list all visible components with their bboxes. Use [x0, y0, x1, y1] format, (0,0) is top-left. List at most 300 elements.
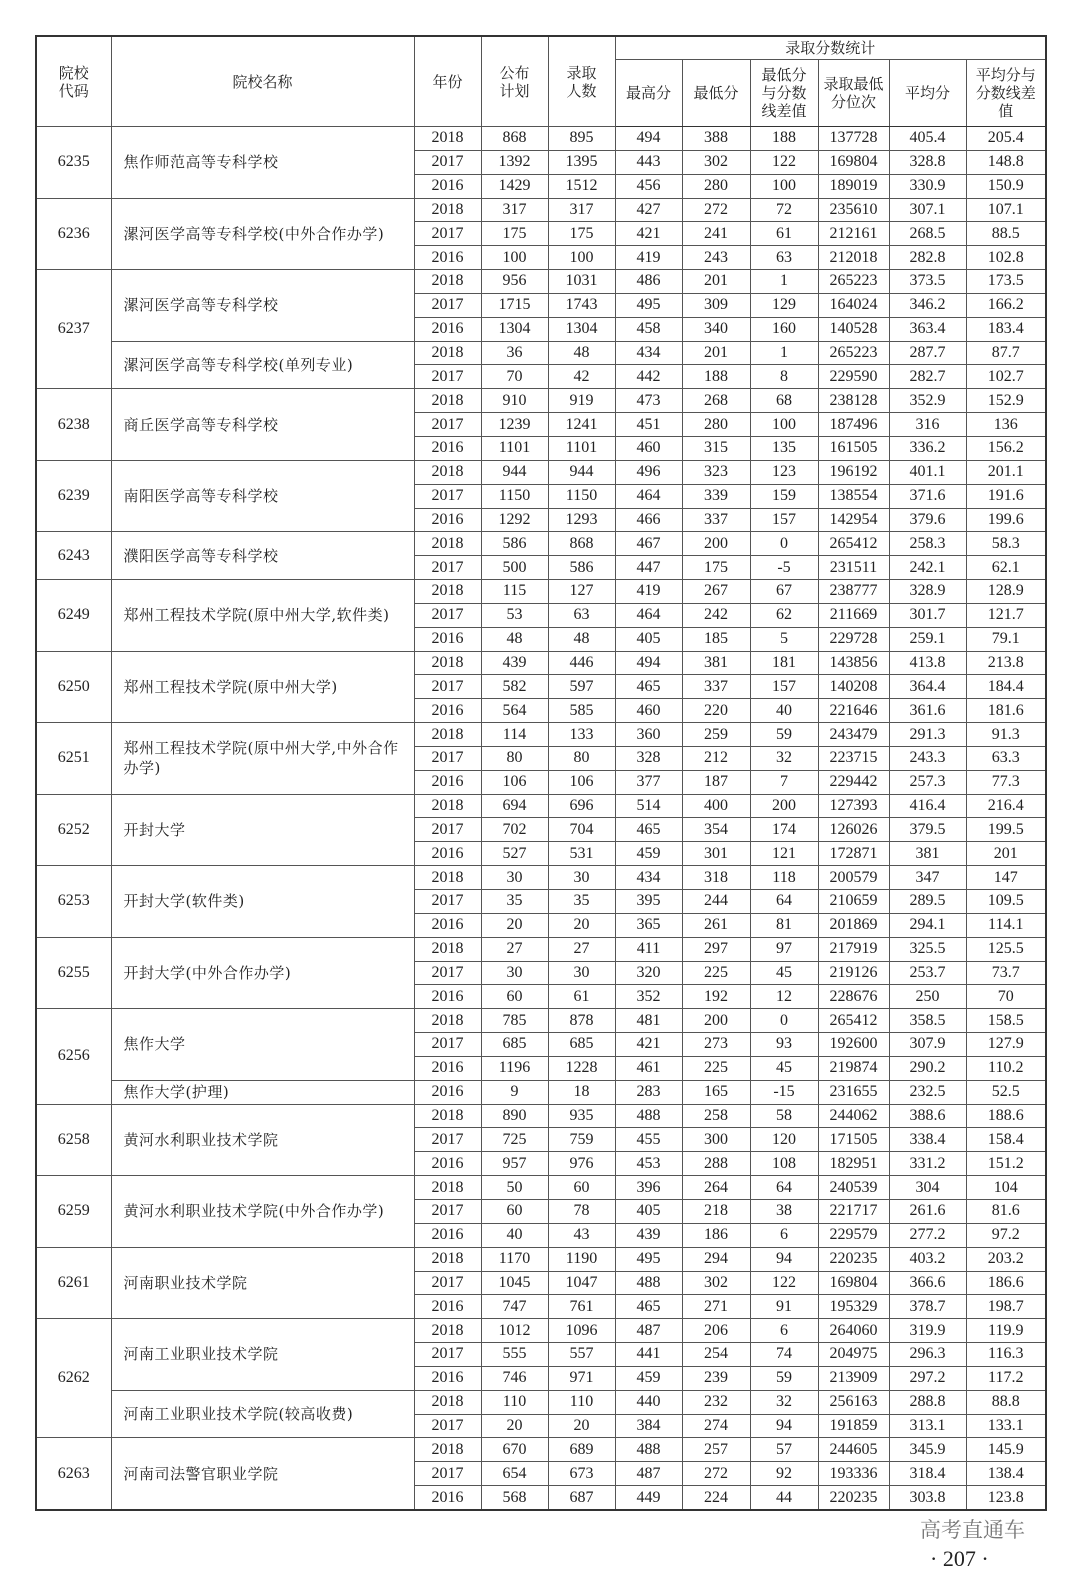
header-score-stats: 录取分数统计	[615, 36, 1046, 60]
cell-year: 2017	[414, 1271, 481, 1295]
cell-max-score: 377	[615, 770, 682, 794]
cell-admitted: 63	[548, 603, 615, 627]
school-code: 6236	[36, 198, 111, 270]
cell-min-diff: 122	[750, 1271, 818, 1295]
school-name: 焦作大学(护理)	[111, 1080, 414, 1104]
cell-plan: 586	[481, 532, 548, 556]
cell-min-diff: 61	[750, 222, 818, 246]
cell-min-diff: 72	[750, 198, 818, 222]
school-code: 6239	[36, 460, 111, 532]
cell-max-score: 421	[615, 222, 682, 246]
cell-min-score: 337	[682, 675, 750, 699]
cell-min-score: 294	[682, 1247, 750, 1271]
cell-year: 2018	[414, 1319, 481, 1343]
cell-max-score: 488	[615, 1104, 682, 1128]
cell-avg-score: 388.6	[889, 1104, 966, 1128]
cell-year: 2017	[414, 603, 481, 627]
cell-max-score: 456	[615, 174, 682, 198]
cell-avg-score: 338.4	[889, 1128, 966, 1152]
cell-year: 2017	[414, 150, 481, 174]
cell-max-score: 495	[615, 293, 682, 317]
school-code: 6258	[36, 1104, 111, 1176]
cell-max-score: 461	[615, 1056, 682, 1080]
header-min-diff: 最低分与分数线差值	[750, 60, 818, 127]
cell-min-rank: 229728	[818, 627, 889, 651]
table-row	[36, 1009, 1046, 1033]
cell-avg-diff: 91.3	[966, 723, 1046, 747]
cell-year: 2017	[414, 484, 481, 508]
cell-max-score: 495	[615, 1247, 682, 1271]
cell-avg-diff: 104	[966, 1176, 1046, 1200]
cell-max-score: 481	[615, 1009, 682, 1033]
cell-avg-score: 307.1	[889, 198, 966, 222]
cell-min-rank: 265412	[818, 532, 889, 556]
cell-admitted: 61	[548, 985, 615, 1009]
cell-avg-diff: 127.9	[966, 1033, 1046, 1057]
cell-admitted: 557	[548, 1343, 615, 1367]
cell-min-rank: 220235	[818, 1247, 889, 1271]
school-code: 6250	[36, 651, 111, 723]
cell-min-score: 271	[682, 1295, 750, 1319]
cell-min-score: 206	[682, 1319, 750, 1343]
cell-min-score: 201	[682, 270, 750, 294]
cell-avg-diff: 79.1	[966, 627, 1046, 651]
cell-avg-score: 352.9	[889, 389, 966, 413]
cell-min-score: 274	[682, 1414, 750, 1438]
cell-year: 2016	[414, 246, 481, 270]
cell-min-score: 254	[682, 1343, 750, 1367]
table-row	[36, 1176, 1046, 1200]
cell-plan: 500	[481, 556, 548, 580]
cell-admitted: 106	[548, 770, 615, 794]
cell-year: 2018	[414, 794, 481, 818]
cell-admitted: 1047	[548, 1271, 615, 1295]
cell-avg-diff: 102.8	[966, 246, 1046, 270]
cell-plan: 725	[481, 1128, 548, 1152]
cell-min-rank: 238128	[818, 389, 889, 413]
cell-min-rank: 229590	[818, 365, 889, 389]
cell-avg-score: 381	[889, 842, 966, 866]
cell-max-score: 488	[615, 1271, 682, 1295]
cell-admitted: 531	[548, 842, 615, 866]
cell-plan: 60	[481, 1199, 548, 1223]
cell-year: 2018	[414, 580, 481, 604]
cell-min-diff: 45	[750, 1056, 818, 1080]
table-row	[36, 198, 1046, 222]
cell-plan: 317	[481, 198, 548, 222]
cell-avg-score: 330.9	[889, 174, 966, 198]
cell-plan: 1170	[481, 1247, 548, 1271]
cell-avg-diff: 97.2	[966, 1223, 1046, 1247]
cell-admitted: 1743	[548, 293, 615, 317]
cell-min-diff: 8	[750, 365, 818, 389]
school-code: 6263	[36, 1438, 111, 1510]
cell-plan: 568	[481, 1486, 548, 1510]
cell-min-diff: 40	[750, 699, 818, 723]
cell-avg-score: 379.6	[889, 508, 966, 532]
page-number: · 207 ·	[930, 1546, 989, 1571]
cell-min-score: 297	[682, 937, 750, 961]
cell-max-score: 458	[615, 317, 682, 341]
cell-plan: 439	[481, 651, 548, 675]
cell-admitted: 704	[548, 818, 615, 842]
school-name: 郑州工程技术学院(原中州大学,软件类)	[111, 580, 414, 652]
cell-min-score: 264	[682, 1176, 750, 1200]
cell-avg-diff: 114.1	[966, 913, 1046, 937]
school-name: 焦作师范高等专科学校	[111, 127, 414, 199]
school-name: 焦作大学	[111, 1009, 414, 1081]
cell-min-score: 225	[682, 961, 750, 985]
school-name: 漯河医学高等专科学校	[111, 270, 414, 342]
cell-min-score: 280	[682, 174, 750, 198]
cell-year: 2017	[414, 961, 481, 985]
cell-avg-score: 301.7	[889, 603, 966, 627]
cell-min-score: 165	[682, 1080, 750, 1104]
header-year: 年份	[414, 36, 481, 127]
cell-avg-score: 232.5	[889, 1080, 966, 1104]
cell-year: 2017	[414, 1199, 481, 1223]
cell-min-diff: 38	[750, 1199, 818, 1223]
cell-admitted: 27	[548, 937, 615, 961]
cell-min-diff: 12	[750, 985, 818, 1009]
cell-avg-score: 358.5	[889, 1009, 966, 1033]
cell-avg-diff: 121.7	[966, 603, 1046, 627]
cell-min-rank: 265412	[818, 1009, 889, 1033]
cell-min-score: 267	[682, 580, 750, 604]
cell-min-score: 244	[682, 890, 750, 914]
cell-plan: 80	[481, 746, 548, 770]
cell-min-score: 258	[682, 1104, 750, 1128]
cell-year: 2016	[414, 317, 481, 341]
cell-min-rank: 142954	[818, 508, 889, 532]
cell-min-score: 354	[682, 818, 750, 842]
cell-avg-diff: 88.8	[966, 1390, 1046, 1414]
cell-min-score: 268	[682, 389, 750, 413]
cell-avg-diff: 152.9	[966, 389, 1046, 413]
cell-admitted: 1150	[548, 484, 615, 508]
cell-avg-diff: 148.8	[966, 150, 1046, 174]
cell-year: 2018	[414, 651, 481, 675]
cell-min-diff: 157	[750, 508, 818, 532]
cell-avg-score: 345.9	[889, 1438, 966, 1462]
cell-min-diff: 129	[750, 293, 818, 317]
cell-max-score: 486	[615, 270, 682, 294]
table-row	[36, 460, 1046, 484]
cell-avg-diff: 133.1	[966, 1414, 1046, 1438]
cell-min-diff: 93	[750, 1033, 818, 1057]
cell-avg-score: 405.4	[889, 127, 966, 151]
cell-min-diff: 6	[750, 1319, 818, 1343]
cell-min-score: 381	[682, 651, 750, 675]
cell-min-score: 192	[682, 985, 750, 1009]
cell-min-rank: 189019	[818, 174, 889, 198]
cell-admitted: 1101	[548, 436, 615, 460]
header-code: 院校代码	[36, 36, 111, 127]
cell-min-score: 400	[682, 794, 750, 818]
cell-min-diff: -15	[750, 1080, 818, 1104]
cell-min-rank: 191859	[818, 1414, 889, 1438]
school-name: 郑州工程技术学院(原中州大学,中外合作办学)	[111, 723, 414, 795]
cell-min-rank: 264060	[818, 1319, 889, 1343]
cell-min-score: 243	[682, 246, 750, 270]
cell-min-score: 318	[682, 866, 750, 890]
cell-min-score: 280	[682, 413, 750, 437]
header-name: 院校名称	[111, 36, 414, 127]
cell-plan: 20	[481, 913, 548, 937]
school-name: 黄河水利职业技术学院(中外合作办学)	[111, 1176, 414, 1248]
cell-avg-score: 318.4	[889, 1462, 966, 1486]
cell-avg-score: 316	[889, 413, 966, 437]
cell-avg-score: 319.9	[889, 1319, 966, 1343]
school-name: 河南司法警官职业学院	[111, 1438, 414, 1510]
cell-avg-diff: 188.6	[966, 1104, 1046, 1128]
cell-avg-diff: 213.8	[966, 651, 1046, 675]
cell-min-score: 175	[682, 556, 750, 580]
cell-avg-diff: 128.9	[966, 580, 1046, 604]
cell-avg-score: 290.2	[889, 1056, 966, 1080]
cell-admitted: 317	[548, 198, 615, 222]
cell-avg-diff: 151.2	[966, 1152, 1046, 1176]
cell-avg-diff: 58.3	[966, 532, 1046, 556]
cell-min-score: 315	[682, 436, 750, 460]
cell-max-score: 514	[615, 794, 682, 818]
school-code: 6243	[36, 532, 111, 580]
cell-min-diff: 200	[750, 794, 818, 818]
school-name: 濮阳医学高等专科学校	[111, 532, 414, 580]
cell-avg-score: 416.4	[889, 794, 966, 818]
cell-year: 2017	[414, 1033, 481, 1057]
cell-avg-score: 303.8	[889, 1486, 966, 1510]
cell-avg-score: 373.5	[889, 270, 966, 294]
cell-max-score: 459	[615, 842, 682, 866]
cell-max-score: 421	[615, 1033, 682, 1057]
cell-max-score: 447	[615, 556, 682, 580]
cell-avg-score: 336.2	[889, 436, 966, 460]
cell-admitted: 127	[548, 580, 615, 604]
cell-max-score: 467	[615, 532, 682, 556]
cell-max-score: 487	[615, 1462, 682, 1486]
school-name: 南阳医学高等专科学校	[111, 460, 414, 532]
cell-min-diff: 122	[750, 150, 818, 174]
cell-admitted: 446	[548, 651, 615, 675]
cell-min-rank: 219126	[818, 961, 889, 985]
cell-min-score: 272	[682, 198, 750, 222]
cell-avg-score: 413.8	[889, 651, 966, 675]
cell-admitted: 944	[548, 460, 615, 484]
cell-avg-diff: 87.7	[966, 341, 1046, 365]
cell-max-score: 328	[615, 746, 682, 770]
school-name: 开封大学(软件类)	[111, 866, 414, 938]
school-code: 6261	[36, 1247, 111, 1319]
cell-admitted: 685	[548, 1033, 615, 1057]
cell-min-rank: 243479	[818, 723, 889, 747]
cell-min-diff: 81	[750, 913, 818, 937]
cell-year: 2018	[414, 127, 481, 151]
cell-min-diff: 94	[750, 1414, 818, 1438]
cell-max-score: 464	[615, 603, 682, 627]
cell-plan: 890	[481, 1104, 548, 1128]
school-name: 河南职业技术学院	[111, 1247, 414, 1319]
cell-plan: 100	[481, 246, 548, 270]
cell-avg-diff: 198.7	[966, 1295, 1046, 1319]
cell-min-rank: 137728	[818, 127, 889, 151]
cell-avg-diff: 62.1	[966, 556, 1046, 580]
cell-min-diff: 5	[750, 627, 818, 651]
cell-min-rank: 231655	[818, 1080, 889, 1104]
cell-admitted: 759	[548, 1128, 615, 1152]
cell-min-score: 302	[682, 150, 750, 174]
cell-avg-diff: 145.9	[966, 1438, 1046, 1462]
cell-min-diff: 6	[750, 1223, 818, 1247]
cell-min-rank: 171505	[818, 1128, 889, 1152]
school-name: 商丘医学高等专科学校	[111, 389, 414, 461]
cell-min-diff: 160	[750, 317, 818, 341]
school-code: 6252	[36, 794, 111, 866]
cell-avg-diff: 70	[966, 985, 1046, 1009]
table-row	[36, 1390, 1046, 1414]
cell-plan: 50	[481, 1176, 548, 1200]
cell-year: 2016	[414, 985, 481, 1009]
cell-year: 2017	[414, 890, 481, 914]
cell-max-score: 455	[615, 1128, 682, 1152]
table-row	[36, 1104, 1046, 1128]
cell-plan: 110	[481, 1390, 548, 1414]
cell-year: 2017	[414, 365, 481, 389]
cell-avg-diff: 125.5	[966, 937, 1046, 961]
cell-min-score: 337	[682, 508, 750, 532]
cell-year: 2018	[414, 341, 481, 365]
cell-max-score: 473	[615, 389, 682, 413]
cell-avg-score: 346.2	[889, 293, 966, 317]
cell-plan: 1715	[481, 293, 548, 317]
cell-min-diff: 59	[750, 723, 818, 747]
cell-admitted: 868	[548, 532, 615, 556]
cell-max-score: 442	[615, 365, 682, 389]
cell-min-diff: 108	[750, 1152, 818, 1176]
cell-max-score: 411	[615, 937, 682, 961]
cell-max-score: 320	[615, 961, 682, 985]
cell-min-rank: 229579	[818, 1223, 889, 1247]
school-name: 开封大学	[111, 794, 414, 866]
cell-avg-diff: 138.4	[966, 1462, 1046, 1486]
cell-admitted: 761	[548, 1295, 615, 1319]
cell-min-rank: 126026	[818, 818, 889, 842]
cell-plan: 106	[481, 770, 548, 794]
cell-min-score: 288	[682, 1152, 750, 1176]
cell-min-diff: 159	[750, 484, 818, 508]
cell-min-diff: 100	[750, 174, 818, 198]
school-name: 漯河医学高等专科学校(中外合作办学)	[111, 198, 414, 270]
school-code: 6249	[36, 580, 111, 652]
cell-avg-score: 366.6	[889, 1271, 966, 1295]
cell-year: 2018	[414, 532, 481, 556]
cell-plan: 36	[481, 341, 548, 365]
cell-avg-score: 307.9	[889, 1033, 966, 1057]
cell-plan: 694	[481, 794, 548, 818]
table-row	[36, 1438, 1046, 1462]
cell-max-score: 283	[615, 1080, 682, 1104]
cell-admitted: 78	[548, 1199, 615, 1223]
cell-min-score: 220	[682, 699, 750, 723]
cell-admitted: 20	[548, 913, 615, 937]
cell-min-rank: 213909	[818, 1366, 889, 1390]
school-code: 6235	[36, 127, 111, 199]
cell-min-diff: 58	[750, 1104, 818, 1128]
cell-min-diff: 0	[750, 532, 818, 556]
cell-min-score: 185	[682, 627, 750, 651]
cell-avg-diff: 150.9	[966, 174, 1046, 198]
cell-admitted: 935	[548, 1104, 615, 1128]
cell-avg-diff: 216.4	[966, 794, 1046, 818]
cell-avg-score: 363.4	[889, 317, 966, 341]
cell-min-diff: 74	[750, 1343, 818, 1367]
cell-year: 2017	[414, 1462, 481, 1486]
cell-min-diff: 181	[750, 651, 818, 675]
cell-min-rank: 256163	[818, 1390, 889, 1414]
cell-min-score: 273	[682, 1033, 750, 1057]
cell-year: 2017	[414, 1343, 481, 1367]
cell-avg-diff: 117.2	[966, 1366, 1046, 1390]
cell-min-rank: 182951	[818, 1152, 889, 1176]
table-row	[36, 270, 1046, 294]
school-code: 6259	[36, 1176, 111, 1248]
cell-max-score: 459	[615, 1366, 682, 1390]
cell-min-diff: 174	[750, 818, 818, 842]
cell-min-rank: 161505	[818, 436, 889, 460]
cell-avg-diff: 81.6	[966, 1199, 1046, 1223]
cell-avg-score: 364.4	[889, 675, 966, 699]
cell-avg-score: 258.3	[889, 532, 966, 556]
cell-year: 2017	[414, 1414, 481, 1438]
cell-min-diff: 121	[750, 842, 818, 866]
cell-plan: 582	[481, 675, 548, 699]
header-admitted: 录取人数	[548, 36, 615, 127]
cell-avg-diff: 191.6	[966, 484, 1046, 508]
cell-avg-score: 291.3	[889, 723, 966, 747]
cell-plan: 956	[481, 270, 548, 294]
cell-year: 2016	[414, 174, 481, 198]
cell-admitted: 919	[548, 389, 615, 413]
cell-admitted: 586	[548, 556, 615, 580]
school-code: 6251	[36, 723, 111, 795]
cell-min-rank: 228676	[818, 985, 889, 1009]
cell-avg-diff: 110.2	[966, 1056, 1046, 1080]
cell-plan: 1101	[481, 436, 548, 460]
cell-min-diff: 135	[750, 436, 818, 460]
school-name: 郑州工程技术学院(原中州大学)	[111, 651, 414, 723]
cell-avg-score: 297.2	[889, 1366, 966, 1390]
cell-plan: 1150	[481, 484, 548, 508]
cell-avg-diff: 166.2	[966, 293, 1046, 317]
cell-year: 2016	[414, 508, 481, 532]
cell-plan: 115	[481, 580, 548, 604]
cell-min-score: 188	[682, 365, 750, 389]
cell-admitted: 100	[548, 246, 615, 270]
cell-min-rank: 192600	[818, 1033, 889, 1057]
cell-admitted: 1293	[548, 508, 615, 532]
cell-min-diff: 57	[750, 1438, 818, 1462]
cell-admitted: 35	[548, 890, 615, 914]
cell-plan: 1196	[481, 1056, 548, 1080]
cell-min-rank: 221646	[818, 699, 889, 723]
cell-admitted: 175	[548, 222, 615, 246]
cell-admitted: 895	[548, 127, 615, 151]
cell-admitted: 110	[548, 1390, 615, 1414]
cell-admitted: 971	[548, 1366, 615, 1390]
cell-min-rank: 244062	[818, 1104, 889, 1128]
cell-max-score: 384	[615, 1414, 682, 1438]
cell-min-rank: 212161	[818, 222, 889, 246]
